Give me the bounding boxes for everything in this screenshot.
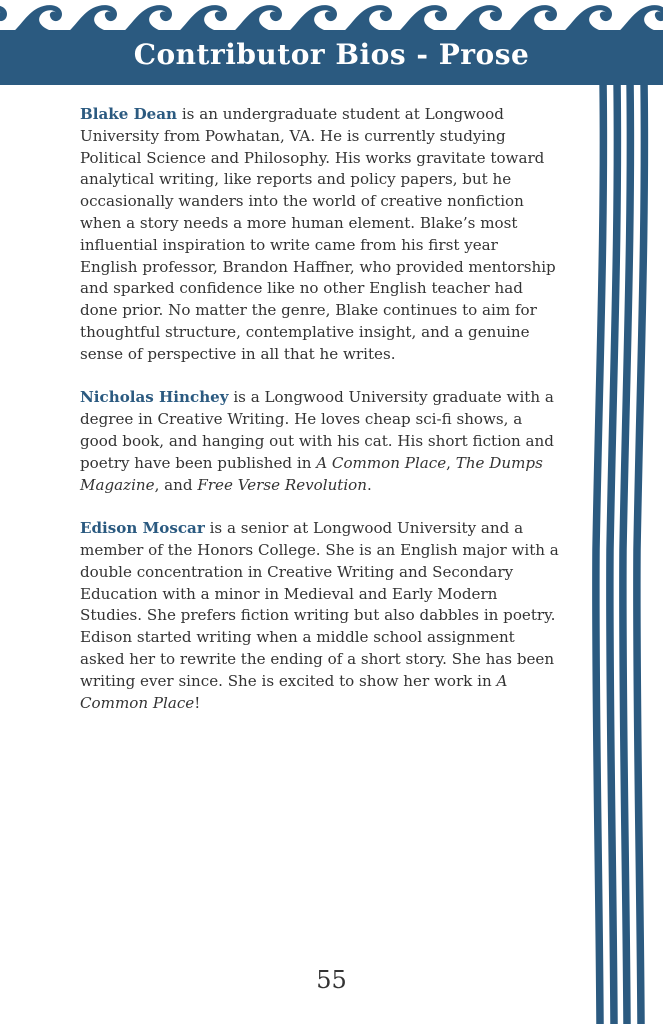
bio-nicholas-hinchey [80, 387, 560, 496]
wave-crest [340, 5, 396, 34]
wave-crest [230, 5, 286, 34]
bio-text: is an undergraduate student at Longwood University from Powhatan, VA. He is currently studying Political Science and Philosophy. His works gravitate toward analytical writing, like reports and policy papers, but he occasionally wanders into the world of creative nonfiction when a story needs a more human element. Blake’s most influential inspiration to write came from his first year English professor, Brandon Haffner, who provided mentorship and sparked confidence like no other English teacher had done prior. No matter the genre, Blake continues to aim for thoughtful structure, contemplative insight, and a genuine sense of perspective in all that he writes. [80, 105, 556, 363]
publication-title: A Common Place [316, 453, 447, 472]
bio-text: . [367, 475, 372, 494]
wave-crest [175, 5, 231, 34]
wave-crest [10, 5, 66, 34]
wave-crest [395, 5, 451, 34]
stripe [623, 80, 631, 1024]
bio-text: is a senior at Longwood University and a member of the Honors College. She is an English major with a double concentration in Creative Writing and Secondary Education with a minor in Medieval and Early Modern Studies. She prefers fiction writing but also dabbles in poetry. Edison started writing when a middle school assignment asked her to rewrite the ending of a short story. She has been writing ever since. She is excited to show her work in [80, 519, 559, 690]
wave-crest [285, 5, 341, 34]
stripe [596, 80, 604, 1024]
wave-crest [65, 5, 121, 34]
bio-text: ! [194, 693, 201, 712]
wave-crest [560, 5, 616, 34]
bio-blake-dean [80, 104, 560, 366]
wavy-stripes-decoration [580, 80, 663, 1024]
bio-text: , [446, 453, 456, 472]
bio-edison-moscar [80, 518, 560, 714]
bio-text: is a Longwood University graduate with a degree in Creative Writing. He loves cheap sci-fi shows, a good book, and hanging out with his cat. His short fiction and poetry have been published in [80, 388, 554, 472]
wave-crest [0, 5, 11, 34]
publication-title: Free Verse Revolution [197, 475, 367, 494]
wave-crest [615, 5, 663, 34]
contributor-name: Nicholas Hinchey [80, 388, 229, 407]
wave-crest [505, 5, 561, 34]
bios-section [80, 104, 560, 736]
page-number: 55 [316, 966, 347, 994]
wave-crest [120, 5, 176, 34]
contributor-name: Blake Dean [80, 105, 178, 123]
stripe [637, 80, 645, 1024]
publication-title: The Dumps Magazine [80, 453, 543, 494]
bio-text: , and [154, 475, 198, 494]
wave-crest [450, 5, 506, 34]
publication-title: A Common Place [80, 671, 508, 712]
stripe [610, 80, 618, 1024]
contributor-name: Edison Moscar [80, 519, 205, 538]
page-title: Contributor Bios - Prose [133, 38, 530, 71]
